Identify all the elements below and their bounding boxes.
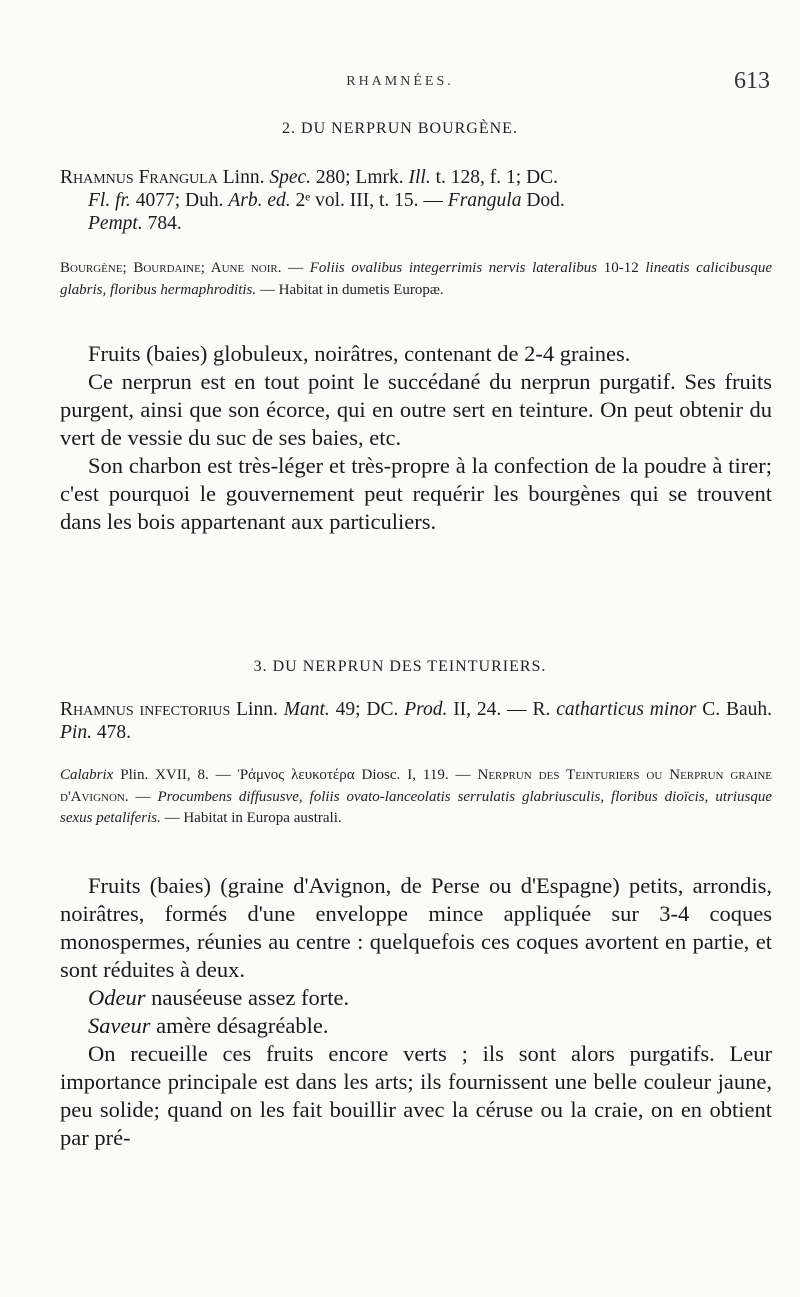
syn-text: Linn. [217, 167, 270, 188]
saveur-text: amère désagréable. [150, 1013, 329, 1038]
saveur-label: Saveur [88, 1013, 151, 1038]
syn-text: Linn. [230, 699, 284, 720]
paragraph: Fruits (baies) globuleux, noirâtres, contenant de 2-4 graines. [88, 341, 631, 366]
section-3-note [60, 765, 772, 830]
genus-name: Rhamnus [60, 167, 134, 188]
latin-description: Foliis ovalibus integerrimis nervis lateralibus [309, 260, 598, 276]
syn-ref: Fl. fr. [88, 190, 131, 211]
syn-ref: Pin. [60, 722, 92, 743]
paragraph: Son charbon est très-léger et très-propre à la confection de la poudre à tirer; c'est pourquoi le gouvernement peut requérir les bourgènes qui se trouvent dans les bois appartenant aux particuliers. [60, 453, 772, 534]
syn-text: II, 24. — R. [447, 699, 557, 720]
section-3-body [60, 872, 772, 1152]
odeur-label: Odeur [88, 985, 146, 1010]
syn-text: 280; Lmrk. [311, 167, 409, 188]
syn-ref: Frangula [447, 190, 522, 211]
paragraph: On recueille ces fruits encore verts ; ils sont alors purgatifs. Leur importance principale est dans les arts; ils fournissent une belle couleur jaune, peu solide; quand on les fait bouillir avec la céruse ou la craie, on en obtient par pré- [60, 1041, 772, 1150]
latin-description: Procumbens diffususve, foliis ovato-lanceolatis serrulatis glabriusculis, floribus dioïcis, utriusque sexus petaliferis. [60, 788, 773, 826]
syn-text: 478. [91, 722, 131, 743]
section-2-synonymy [60, 166, 772, 235]
syn-ref: Mant. [283, 699, 330, 720]
syn-text: 784. [142, 213, 182, 234]
latin-description: lineatis calicibusque glabris, floribus hermaphroditis. [60, 260, 772, 298]
paragraph: Fruits (baies) (graine d'Avignon, de Perse ou d'Espagne) petits, arrondis, noirâtres, formés d'une enveloppe mince appliquée sur 3-4 coques monospermes, réunies au centre : quelquefois ces coques avortent en partie, et sont réduites à deux. [60, 873, 772, 982]
note-text: Diosc. I, 119. — [354, 767, 478, 783]
common-names: Nerprun des Teinturiers ou Nerprun graine d'Avignon. [60, 767, 772, 805]
syn-text: C. Bauh. [696, 699, 773, 720]
paragraph: Ce nerprun est en tout point le succédané du nerprun purgatif. Ses fruits purgent, ainsi que son écorce, qui en outre sert en teinture. On peut obtenir du vert de vessie du suc de ses baies, etc. [60, 369, 772, 450]
note-text: — [281, 260, 310, 276]
species-name: Rhamnus infectorius [60, 699, 231, 720]
syn-text: 4077; Duh. [130, 190, 229, 211]
syn-ref: Ill. [408, 167, 431, 188]
section-3-heading: 3. DU NERPRUN DES TEINTURIERS. [253, 658, 547, 675]
syn-ref: Spec. [269, 167, 312, 188]
greek-name: Ῥάμνος λευκοτέρα [237, 767, 355, 783]
section-2-body [60, 340, 772, 536]
syn-text: t. 128, f. 1; DC. [430, 167, 559, 188]
section-3-synonymy [60, 698, 772, 744]
syn-ref: Pempt. [88, 213, 143, 234]
saveur-line [60, 1012, 772, 1040]
syn-ref: Arb. ed. [228, 190, 291, 211]
running-head [0, 68, 800, 98]
section-2-heading: 2. DU NERPRUN BOURGÈNE. [282, 120, 518, 137]
syn-text: 49; DC. [329, 699, 405, 720]
syn-text: 2ᵉ vol. III, t. 15. — [290, 190, 448, 211]
syn-text: Dod. [521, 190, 565, 211]
common-names: Bourgène; Bourdaine; Aune noir. [60, 260, 282, 276]
page-number: 613 [734, 68, 770, 94]
note-text: Plin. XVII, 8. — [113, 767, 238, 783]
running-head-title: RHAMNÉES. [346, 74, 454, 89]
note-text: — [128, 788, 158, 805]
habitat-text: — Habitat in dumetis Europæ. [256, 281, 444, 298]
habitat-text: — Habitat in Europa australi. [160, 810, 342, 826]
species-name: Frangula [138, 167, 218, 188]
note-text: 10-12 [597, 260, 646, 276]
note-ref: Calabrix [60, 767, 114, 783]
syn-ref: catharticus minor [556, 699, 697, 720]
odeur-text: nauséeuse assez forte. [145, 985, 350, 1010]
section-2-note [60, 258, 772, 301]
syn-ref: Prod. [404, 699, 448, 720]
odeur-line [60, 984, 772, 1012]
